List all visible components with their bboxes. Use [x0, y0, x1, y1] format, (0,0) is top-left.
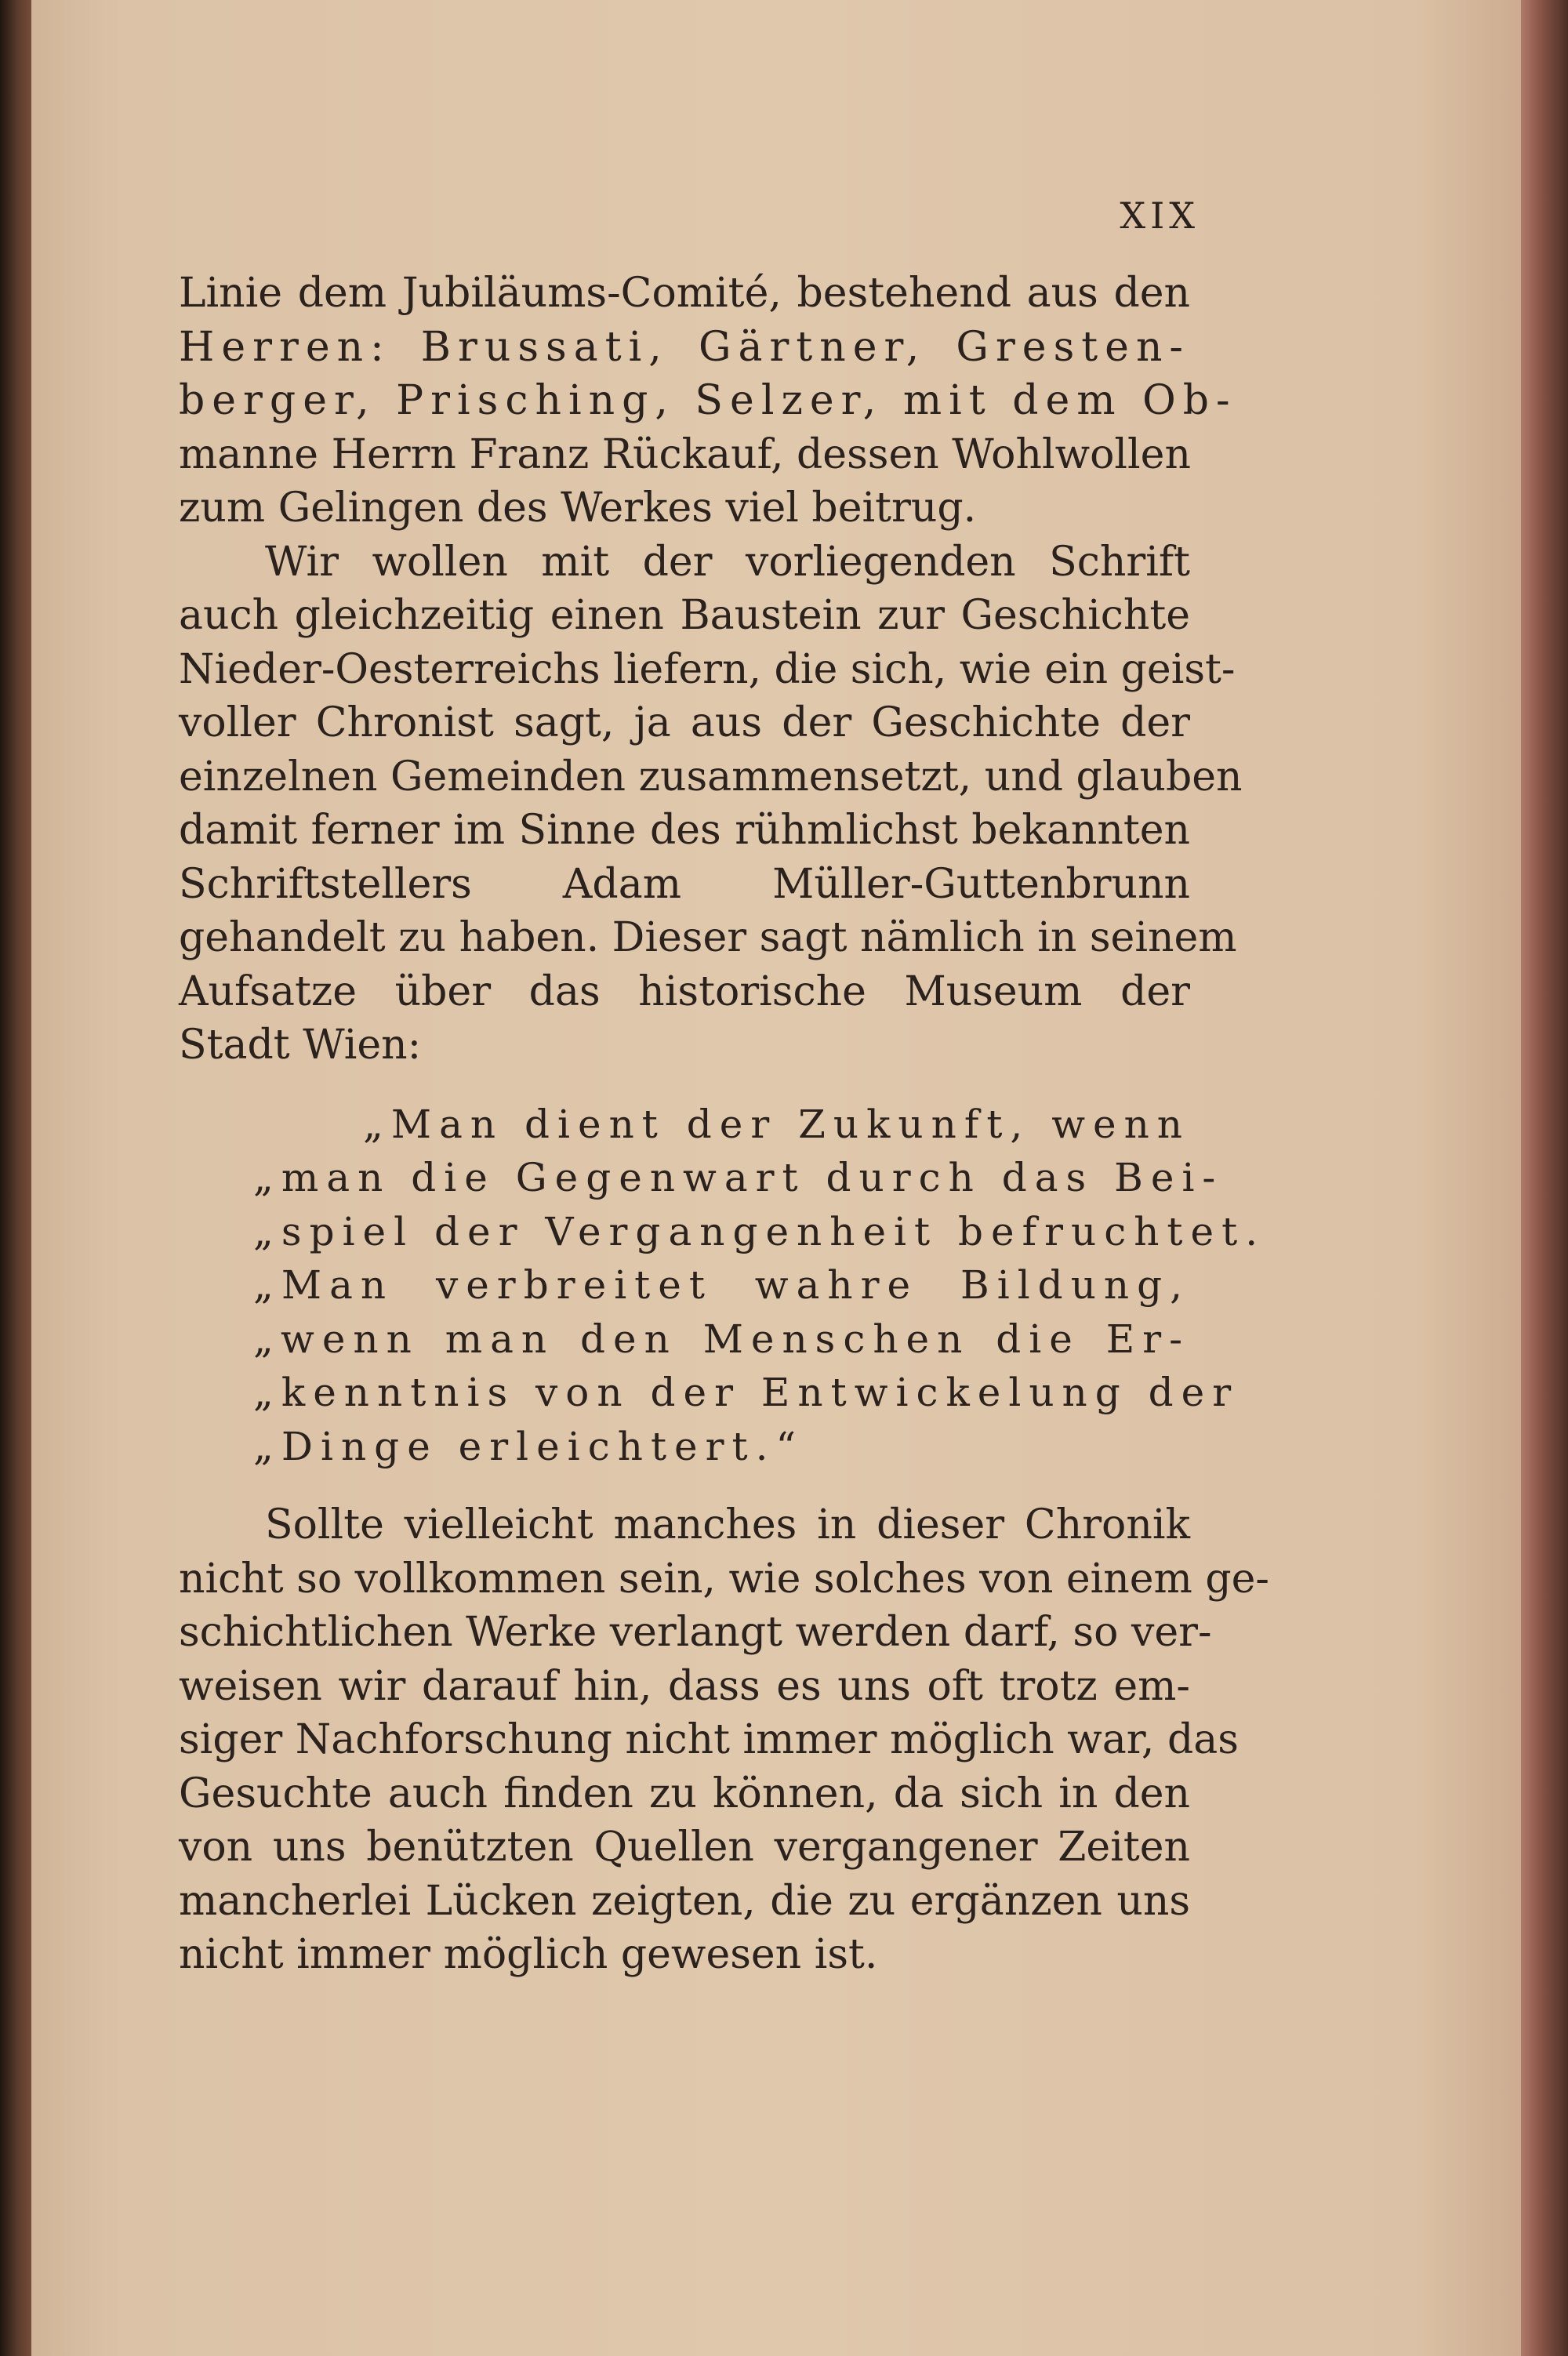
page-number: XIX: [1120, 194, 1200, 237]
text-line: Stadt Wien:: [179, 1022, 422, 1069]
book-fore-edge: [1521, 0, 1568, 2356]
text-line: damit ferner im Sinne des rühmlichst bekannten: [179, 807, 1190, 854]
quote-line: „Man verbreitet wahre Bildung,: [253, 1262, 1190, 1308]
text-line: nicht immer möglich gewesen ist.: [179, 1931, 878, 1978]
text-line: von uns benützten Quellen vergangener Zeiten: [179, 1824, 1190, 1871]
text-line: auch gleichzeitig einen Baustein zur Geschichte: [179, 592, 1190, 639]
text-line: manne Herrn Franz Rückauf, dessen Wohlwollen: [179, 430, 1191, 478]
quote-line: „wenn man den Menschen die Er-: [253, 1316, 1190, 1362]
quote-line: „man die Gegenwart durch das Bei-: [253, 1155, 1224, 1200]
quote-line: „spiel der Vergangenheit befruchtet.: [253, 1208, 1266, 1254]
block-quote: [253, 1098, 1266, 1474]
body-text: [179, 267, 1269, 1982]
quote-line: „Man dient der Zukunft, wenn: [363, 1101, 1190, 1147]
quote-line: „Dinge erleichtert.“: [253, 1423, 804, 1469]
text-line: Schriftstellers Adam Müller-Guttenbrunn: [179, 860, 1190, 908]
paragraph-2: [179, 535, 1243, 1073]
text-line: Gesuchte auch finden zu können, da sich in den: [179, 1770, 1190, 1817]
text-line: Sollte vielleicht manches in dieser Chronik: [265, 1501, 1190, 1548]
text-line: Nieder-Oesterreichs liefern, die sich, wie ein geist-: [179, 645, 1236, 693]
text-line: einzelnen Gemeinden zusammensetzt, und glauben: [179, 753, 1243, 800]
text-line: weisen wir darauf hin, dass es uns oft trotz em-: [179, 1662, 1190, 1710]
text-line: Herren: Brussati, Gärtner, Gresten-: [179, 323, 1190, 371]
text-line: Linie dem Jubiläums-Comité, bestehend aus den: [179, 270, 1190, 317]
text-line: mancherlei Lücken zeigten, die zu ergänzen uns: [179, 1877, 1190, 1925]
quote-line: „kenntnis von der Entwickelung der: [253, 1370, 1240, 1415]
book-spine-edge: [0, 0, 33, 2356]
paragraph-1: [179, 267, 1237, 535]
text-line: siger Nachforschung nicht immer möglich war, das: [179, 1716, 1239, 1763]
text-line: Wir wollen mit der vorliegenden Schrift: [265, 538, 1190, 586]
text-line: schichtlichen Werke verlangt werden darf, so ver-: [179, 1609, 1212, 1656]
text-line: nicht so vollkommen sein, wie solches von einem ge-: [179, 1555, 1269, 1603]
text-line: gehandelt zu haben. Dieser sagt nämlich in seinem: [179, 914, 1237, 961]
text-line: zum Gelingen des Werkes viel beitrug.: [179, 485, 977, 532]
text-line: voller Chronist sagt, ja aus der Geschichte der: [179, 699, 1190, 746]
book-page: [31, 0, 1541, 2356]
paragraph-3: [179, 1498, 1269, 1982]
text-line: berger, Prisching, Selzer, mit dem Ob-: [179, 377, 1237, 424]
text-line: Aufsatze über das historische Museum der: [179, 967, 1190, 1015]
